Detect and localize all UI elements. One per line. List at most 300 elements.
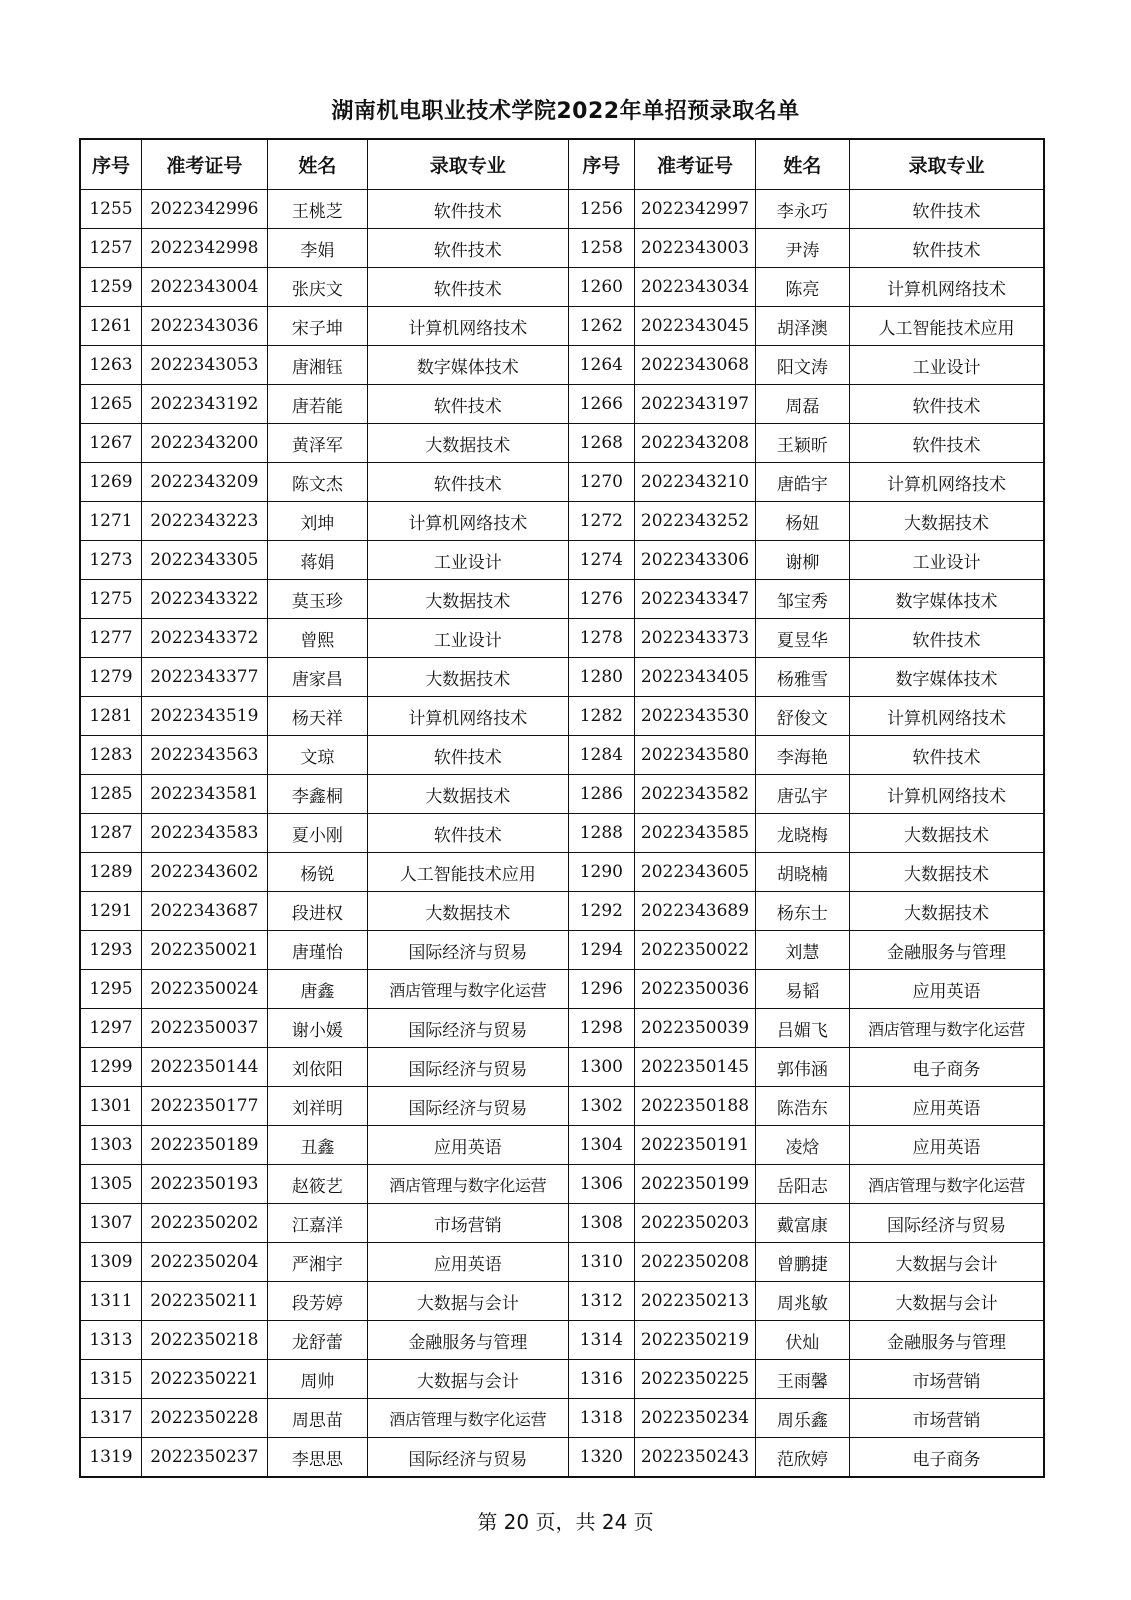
cell-seq-left: 1313 xyxy=(80,1321,141,1360)
cell-name-left: 刘祥明 xyxy=(267,1087,367,1126)
cell-seq-left: 1285 xyxy=(80,775,141,814)
cell-seq-left: 1311 xyxy=(80,1282,141,1321)
cell-seq-left: 1297 xyxy=(80,1009,141,1048)
cell-exam-id-left: 2022343192 xyxy=(141,385,267,424)
cell-name-right: 唐皓宇 xyxy=(755,463,849,502)
cell-exam-id-left: 2022343583 xyxy=(141,814,267,853)
cell-exam-id-left: 2022350211 xyxy=(141,1282,267,1321)
cell-seq-right: 1284 xyxy=(568,736,635,775)
table-row xyxy=(80,1321,1044,1360)
table-row xyxy=(80,1360,1044,1399)
cell-name-right: 杨东士 xyxy=(755,892,849,931)
cell-major-left: 国际经济与贸易 xyxy=(368,1009,569,1048)
table-row xyxy=(80,1048,1044,1087)
cell-exam-id-right: 2022343582 xyxy=(635,775,756,814)
table-row xyxy=(80,1009,1044,1048)
cell-name-right: 夏昱华 xyxy=(755,619,849,658)
cell-major-left: 大数据与会计 xyxy=(368,1360,569,1399)
cell-exam-id-left: 2022350144 xyxy=(141,1048,267,1087)
cell-seq-right: 1268 xyxy=(568,424,635,463)
cell-exam-id-right: 2022350208 xyxy=(635,1243,756,1282)
table-row xyxy=(80,1282,1044,1321)
cell-name-right: 凌焓 xyxy=(755,1126,849,1165)
cell-name-left: 宋子坤 xyxy=(267,307,367,346)
cell-seq-left: 1257 xyxy=(80,229,141,268)
cell-seq-right: 1318 xyxy=(568,1399,635,1438)
table-row xyxy=(80,814,1044,853)
cell-seq-left: 1275 xyxy=(80,580,141,619)
cell-exam-id-left: 2022350218 xyxy=(141,1321,267,1360)
cell-seq-right: 1258 xyxy=(568,229,635,268)
header-seq-right: 序号 xyxy=(568,139,635,190)
cell-seq-right: 1292 xyxy=(568,892,635,931)
cell-seq-right: 1296 xyxy=(568,970,635,1009)
header-major-right: 录取专业 xyxy=(850,139,1045,190)
cell-seq-left: 1277 xyxy=(80,619,141,658)
cell-exam-id-left: 2022343377 xyxy=(141,658,267,697)
cell-exam-id-left: 2022343687 xyxy=(141,892,267,931)
cell-exam-id-right: 2022343306 xyxy=(635,541,756,580)
cell-seq-right: 1288 xyxy=(568,814,635,853)
cell-major-right: 软件技术 xyxy=(850,619,1045,658)
header-exam-id-right: 准考证号 xyxy=(635,139,756,190)
cell-exam-id-left: 2022342996 xyxy=(141,190,267,229)
cell-exam-id-left: 2022343036 xyxy=(141,307,267,346)
cell-major-left: 国际经济与贸易 xyxy=(368,1048,569,1087)
table-row xyxy=(80,658,1044,697)
cell-major-right: 工业设计 xyxy=(850,346,1045,385)
cell-exam-id-right: 2022343585 xyxy=(635,814,756,853)
cell-name-right: 王颖昕 xyxy=(755,424,849,463)
cell-exam-id-left: 2022350204 xyxy=(141,1243,267,1282)
cell-name-right: 伏灿 xyxy=(755,1321,849,1360)
cell-name-left: 周帅 xyxy=(267,1360,367,1399)
cell-name-left: 段进权 xyxy=(267,892,367,931)
cell-exam-id-right: 2022350036 xyxy=(635,970,756,1009)
cell-name-right: 周兆敏 xyxy=(755,1282,849,1321)
table-header-row xyxy=(80,139,1044,190)
cell-major-right: 市场营销 xyxy=(850,1360,1045,1399)
cell-major-right: 电子商务 xyxy=(850,1438,1045,1478)
table-row xyxy=(80,190,1044,229)
cell-major-right: 应用英语 xyxy=(850,1087,1045,1126)
cell-exam-id-left: 2022350037 xyxy=(141,1009,267,1048)
cell-exam-id-right: 2022350203 xyxy=(635,1204,756,1243)
cell-name-left: 刘依阳 xyxy=(267,1048,367,1087)
cell-seq-left: 1307 xyxy=(80,1204,141,1243)
cell-seq-left: 1261 xyxy=(80,307,141,346)
cell-major-left: 计算机网络技术 xyxy=(368,307,569,346)
cell-exam-id-right: 2022343605 xyxy=(635,853,756,892)
table-row xyxy=(80,775,1044,814)
cell-name-left: 唐若能 xyxy=(267,385,367,424)
cell-name-left: 唐湘钰 xyxy=(267,346,367,385)
cell-seq-left: 1291 xyxy=(80,892,141,931)
cell-name-right: 杨妞 xyxy=(755,502,849,541)
cell-name-left: 刘坤 xyxy=(267,502,367,541)
cell-major-left: 计算机网络技术 xyxy=(368,502,569,541)
cell-major-right: 应用英语 xyxy=(850,1126,1045,1165)
cell-seq-right: 1256 xyxy=(568,190,635,229)
table-row xyxy=(80,1087,1044,1126)
cell-exam-id-right: 2022350188 xyxy=(635,1087,756,1126)
cell-major-right: 酒店管理与数字化运营 xyxy=(850,1009,1045,1048)
cell-exam-id-left: 2022350228 xyxy=(141,1399,267,1438)
cell-seq-right: 1270 xyxy=(568,463,635,502)
cell-major-left: 国际经济与贸易 xyxy=(368,1438,569,1478)
cell-seq-right: 1266 xyxy=(568,385,635,424)
cell-seq-right: 1310 xyxy=(568,1243,635,1282)
cell-name-left: 张庆文 xyxy=(267,268,367,307)
cell-name-left: 杨锐 xyxy=(267,853,367,892)
cell-name-right: 周磊 xyxy=(755,385,849,424)
cell-name-right: 易韬 xyxy=(755,970,849,1009)
page-title: 湖南机电职业技术学院2022年单招预录取名单 xyxy=(331,99,800,124)
cell-major-right: 国际经济与贸易 xyxy=(850,1204,1045,1243)
cell-name-right: 周乐鑫 xyxy=(755,1399,849,1438)
cell-seq-left: 1265 xyxy=(80,385,141,424)
cell-exam-id-right: 2022343530 xyxy=(635,697,756,736)
cell-name-left: 李鑫桐 xyxy=(267,775,367,814)
cell-exam-id-right: 2022350213 xyxy=(635,1282,756,1321)
cell-name-left: 唐鑫 xyxy=(267,970,367,1009)
cell-major-right: 应用英语 xyxy=(850,970,1045,1009)
cell-exam-id-right: 2022343405 xyxy=(635,658,756,697)
table-row xyxy=(80,424,1044,463)
cell-seq-left: 1293 xyxy=(80,931,141,970)
cell-seq-right: 1280 xyxy=(568,658,635,697)
cell-seq-right: 1260 xyxy=(568,268,635,307)
cell-seq-right: 1264 xyxy=(568,346,635,385)
cell-exam-id-right: 2022343208 xyxy=(635,424,756,463)
cell-seq-right: 1272 xyxy=(568,502,635,541)
cell-name-right: 郭伟涵 xyxy=(755,1048,849,1087)
cell-name-left: 黄泽军 xyxy=(267,424,367,463)
cell-major-right: 软件技术 xyxy=(850,385,1045,424)
cell-exam-id-right: 2022343210 xyxy=(635,463,756,502)
cell-major-left: 软件技术 xyxy=(368,463,569,502)
cell-exam-id-right: 2022350039 xyxy=(635,1009,756,1048)
cell-major-right: 人工智能技术应用 xyxy=(850,307,1045,346)
cell-name-right: 胡晓楠 xyxy=(755,853,849,892)
cell-seq-right: 1316 xyxy=(568,1360,635,1399)
cell-exam-id-left: 2022350221 xyxy=(141,1360,267,1399)
cell-major-left: 计算机网络技术 xyxy=(368,697,569,736)
table-row xyxy=(80,502,1044,541)
cell-major-left: 数字媒体技术 xyxy=(368,346,569,385)
cell-seq-left: 1281 xyxy=(80,697,141,736)
cell-major-left: 工业设计 xyxy=(368,619,569,658)
cell-exam-id-right: 2022343373 xyxy=(635,619,756,658)
cell-seq-left: 1279 xyxy=(80,658,141,697)
cell-seq-left: 1259 xyxy=(80,268,141,307)
cell-major-right: 大数据技术 xyxy=(850,814,1045,853)
cell-exam-id-left: 2022342998 xyxy=(141,229,267,268)
cell-exam-id-left: 2022350189 xyxy=(141,1126,267,1165)
cell-name-left: 段芳婷 xyxy=(267,1282,367,1321)
cell-major-right: 计算机网络技术 xyxy=(850,697,1045,736)
cell-major-left: 大数据技术 xyxy=(368,892,569,931)
cell-major-left: 大数据技术 xyxy=(368,658,569,697)
cell-seq-right: 1308 xyxy=(568,1204,635,1243)
cell-major-right: 计算机网络技术 xyxy=(850,775,1045,814)
cell-name-right: 吕媚飞 xyxy=(755,1009,849,1048)
cell-name-right: 王雨馨 xyxy=(755,1360,849,1399)
cell-exam-id-right: 2022343347 xyxy=(635,580,756,619)
cell-seq-right: 1312 xyxy=(568,1282,635,1321)
cell-seq-right: 1304 xyxy=(568,1126,635,1165)
cell-name-right: 唐弘宇 xyxy=(755,775,849,814)
cell-major-left: 酒店管理与数字化运营 xyxy=(368,1399,569,1438)
cell-exam-id-left: 2022350237 xyxy=(141,1438,267,1478)
cell-exam-id-right: 2022343068 xyxy=(635,346,756,385)
cell-name-left: 唐瑾怡 xyxy=(267,931,367,970)
table-row xyxy=(80,931,1044,970)
cell-exam-id-right: 2022343197 xyxy=(635,385,756,424)
cell-exam-id-left: 2022350202 xyxy=(141,1204,267,1243)
cell-seq-right: 1282 xyxy=(568,697,635,736)
cell-seq-left: 1283 xyxy=(80,736,141,775)
cell-name-left: 李思思 xyxy=(267,1438,367,1478)
cell-exam-id-left: 2022343209 xyxy=(141,463,267,502)
table-row xyxy=(80,1204,1044,1243)
cell-seq-right: 1274 xyxy=(568,541,635,580)
table-row xyxy=(80,619,1044,658)
cell-major-left: 大数据与会计 xyxy=(368,1282,569,1321)
cell-major-right: 数字媒体技术 xyxy=(850,580,1045,619)
cell-major-left: 软件技术 xyxy=(368,385,569,424)
cell-major-right: 软件技术 xyxy=(850,736,1045,775)
cell-major-left: 人工智能技术应用 xyxy=(368,853,569,892)
page-footer: 第 20 页，共 24 页 xyxy=(477,1510,654,1534)
cell-exam-id-left: 2022350177 xyxy=(141,1087,267,1126)
cell-seq-right: 1294 xyxy=(568,931,635,970)
header-name-right: 姓名 xyxy=(755,139,849,190)
cell-exam-id-left: 2022343581 xyxy=(141,775,267,814)
cell-name-right: 陈亮 xyxy=(755,268,849,307)
cell-seq-right: 1278 xyxy=(568,619,635,658)
cell-name-right: 刘慧 xyxy=(755,931,849,970)
cell-seq-left: 1255 xyxy=(80,190,141,229)
cell-name-left: 曾熙 xyxy=(267,619,367,658)
cell-exam-id-right: 2022343034 xyxy=(635,268,756,307)
table-row xyxy=(80,346,1044,385)
cell-major-left: 酒店管理与数字化运营 xyxy=(368,970,569,1009)
table-row xyxy=(80,1438,1044,1478)
cell-seq-left: 1317 xyxy=(80,1399,141,1438)
cell-name-left: 王桃芝 xyxy=(267,190,367,229)
cell-exam-id-right: 2022342997 xyxy=(635,190,756,229)
header-major-left: 录取专业 xyxy=(368,139,569,190)
cell-major-left: 国际经济与贸易 xyxy=(368,931,569,970)
cell-seq-left: 1289 xyxy=(80,853,141,892)
cell-seq-right: 1276 xyxy=(568,580,635,619)
cell-name-right: 陈浩东 xyxy=(755,1087,849,1126)
cell-major-left: 酒店管理与数字化运营 xyxy=(368,1165,569,1204)
cell-major-left: 应用英语 xyxy=(368,1243,569,1282)
table-row xyxy=(80,697,1044,736)
cell-major-right: 电子商务 xyxy=(850,1048,1045,1087)
cell-major-left: 应用英语 xyxy=(368,1126,569,1165)
table-row xyxy=(80,970,1044,1009)
cell-seq-right: 1290 xyxy=(568,853,635,892)
cell-name-left: 赵筱艺 xyxy=(267,1165,367,1204)
cell-name-left: 唐家昌 xyxy=(267,658,367,697)
cell-name-left: 谢小媛 xyxy=(267,1009,367,1048)
cell-exam-id-right: 2022343003 xyxy=(635,229,756,268)
cell-major-right: 软件技术 xyxy=(850,229,1045,268)
cell-major-left: 软件技术 xyxy=(368,814,569,853)
cell-major-left: 大数据技术 xyxy=(368,775,569,814)
cell-exam-id-left: 2022343372 xyxy=(141,619,267,658)
cell-major-right: 金融服务与管理 xyxy=(850,1321,1045,1360)
table-row xyxy=(80,463,1044,502)
cell-seq-left: 1269 xyxy=(80,463,141,502)
cell-exam-id-left: 2022343563 xyxy=(141,736,267,775)
cell-exam-id-left: 2022350024 xyxy=(141,970,267,1009)
cell-major-left: 金融服务与管理 xyxy=(368,1321,569,1360)
cell-exam-id-left: 2022343200 xyxy=(141,424,267,463)
cell-name-left: 夏小刚 xyxy=(267,814,367,853)
cell-seq-right: 1306 xyxy=(568,1165,635,1204)
header-exam-id-left: 准考证号 xyxy=(141,139,267,190)
cell-major-left: 国际经济与贸易 xyxy=(368,1087,569,1126)
cell-exam-id-right: 2022343252 xyxy=(635,502,756,541)
cell-major-left: 大数据技术 xyxy=(368,424,569,463)
cell-name-right: 杨雅雪 xyxy=(755,658,849,697)
cell-name-right: 范欣婷 xyxy=(755,1438,849,1478)
cell-exam-id-right: 2022350191 xyxy=(635,1126,756,1165)
cell-exam-id-left: 2022343519 xyxy=(141,697,267,736)
cell-exam-id-right: 2022343689 xyxy=(635,892,756,931)
cell-major-left: 市场营销 xyxy=(368,1204,569,1243)
cell-name-left: 莫玉珍 xyxy=(267,580,367,619)
header-seq-left: 序号 xyxy=(80,139,141,190)
cell-name-left: 蒋娟 xyxy=(267,541,367,580)
cell-name-left: 丑鑫 xyxy=(267,1126,367,1165)
cell-major-right: 工业设计 xyxy=(850,541,1045,580)
cell-major-right: 金融服务与管理 xyxy=(850,931,1045,970)
cell-name-right: 岳阳志 xyxy=(755,1165,849,1204)
cell-exam-id-right: 2022350225 xyxy=(635,1360,756,1399)
cell-exam-id-right: 2022350219 xyxy=(635,1321,756,1360)
cell-seq-right: 1302 xyxy=(568,1087,635,1126)
cell-major-right: 市场营销 xyxy=(850,1399,1045,1438)
cell-seq-left: 1319 xyxy=(80,1438,141,1478)
cell-exam-id-right: 2022350243 xyxy=(635,1438,756,1478)
cell-exam-id-left: 2022343305 xyxy=(141,541,267,580)
table-row xyxy=(80,736,1044,775)
cell-seq-right: 1262 xyxy=(568,307,635,346)
cell-major-right: 大数据与会计 xyxy=(850,1243,1045,1282)
table-row xyxy=(80,1126,1044,1165)
cell-name-right: 曾鹏捷 xyxy=(755,1243,849,1282)
cell-name-right: 阳文涛 xyxy=(755,346,849,385)
cell-major-right: 酒店管理与数字化运营 xyxy=(850,1165,1045,1204)
cell-seq-left: 1309 xyxy=(80,1243,141,1282)
cell-name-left: 李娟 xyxy=(267,229,367,268)
cell-major-right: 软件技术 xyxy=(850,190,1045,229)
cell-exam-id-right: 2022350022 xyxy=(635,931,756,970)
cell-exam-id-left: 2022343322 xyxy=(141,580,267,619)
cell-seq-left: 1263 xyxy=(80,346,141,385)
cell-exam-id-left: 2022343053 xyxy=(141,346,267,385)
cell-exam-id-left: 2022350193 xyxy=(141,1165,267,1204)
cell-name-right: 李永巧 xyxy=(755,190,849,229)
table-row xyxy=(80,307,1044,346)
table-row xyxy=(80,892,1044,931)
cell-major-right: 大数据技术 xyxy=(850,892,1045,931)
table-row xyxy=(80,268,1044,307)
cell-seq-left: 1303 xyxy=(80,1126,141,1165)
cell-major-right: 计算机网络技术 xyxy=(850,268,1045,307)
cell-seq-right: 1314 xyxy=(568,1321,635,1360)
table-row xyxy=(80,385,1044,424)
cell-name-left: 严湘宇 xyxy=(267,1243,367,1282)
cell-name-left: 周思苗 xyxy=(267,1399,367,1438)
cell-major-left: 软件技术 xyxy=(368,268,569,307)
cell-seq-left: 1305 xyxy=(80,1165,141,1204)
cell-name-right: 龙晓梅 xyxy=(755,814,849,853)
cell-seq-left: 1287 xyxy=(80,814,141,853)
cell-major-left: 软件技术 xyxy=(368,190,569,229)
cell-name-left: 江嘉洋 xyxy=(267,1204,367,1243)
header-name-left: 姓名 xyxy=(267,139,367,190)
cell-exam-id-left: 2022343223 xyxy=(141,502,267,541)
cell-seq-left: 1273 xyxy=(80,541,141,580)
cell-name-right: 谢柳 xyxy=(755,541,849,580)
cell-exam-id-right: 2022350234 xyxy=(635,1399,756,1438)
cell-exam-id-left: 2022343004 xyxy=(141,268,267,307)
table-row xyxy=(80,229,1044,268)
table-row xyxy=(80,1243,1044,1282)
cell-major-right: 大数据与会计 xyxy=(850,1282,1045,1321)
cell-name-left: 陈文杰 xyxy=(267,463,367,502)
table-body xyxy=(80,190,1044,1478)
cell-major-left: 软件技术 xyxy=(368,229,569,268)
cell-seq-left: 1315 xyxy=(80,1360,141,1399)
cell-exam-id-right: 2022350199 xyxy=(635,1165,756,1204)
cell-name-right: 邹宝秀 xyxy=(755,580,849,619)
cell-seq-right: 1286 xyxy=(568,775,635,814)
cell-seq-left: 1295 xyxy=(80,970,141,1009)
cell-seq-right: 1320 xyxy=(568,1438,635,1478)
cell-major-left: 软件技术 xyxy=(368,736,569,775)
cell-major-right: 大数据技术 xyxy=(850,853,1045,892)
cell-exam-id-right: 2022343045 xyxy=(635,307,756,346)
cell-exam-id-left: 2022343602 xyxy=(141,853,267,892)
table-row xyxy=(80,580,1044,619)
cell-major-right: 数字媒体技术 xyxy=(850,658,1045,697)
cell-major-right: 大数据技术 xyxy=(850,502,1045,541)
admission-table xyxy=(79,138,1045,1478)
cell-name-left: 龙舒蕾 xyxy=(267,1321,367,1360)
cell-name-right: 李海艳 xyxy=(755,736,849,775)
cell-name-right: 尹涛 xyxy=(755,229,849,268)
cell-exam-id-right: 2022343580 xyxy=(635,736,756,775)
table-row xyxy=(80,853,1044,892)
cell-exam-id-right: 2022350145 xyxy=(635,1048,756,1087)
cell-major-right: 计算机网络技术 xyxy=(850,463,1045,502)
cell-major-right: 软件技术 xyxy=(850,424,1045,463)
cell-seq-right: 1298 xyxy=(568,1009,635,1048)
cell-major-left: 工业设计 xyxy=(368,541,569,580)
cell-name-left: 杨天祥 xyxy=(267,697,367,736)
table-row xyxy=(80,1165,1044,1204)
cell-seq-left: 1301 xyxy=(80,1087,141,1126)
cell-seq-left: 1271 xyxy=(80,502,141,541)
cell-name-left: 文琼 xyxy=(267,736,367,775)
